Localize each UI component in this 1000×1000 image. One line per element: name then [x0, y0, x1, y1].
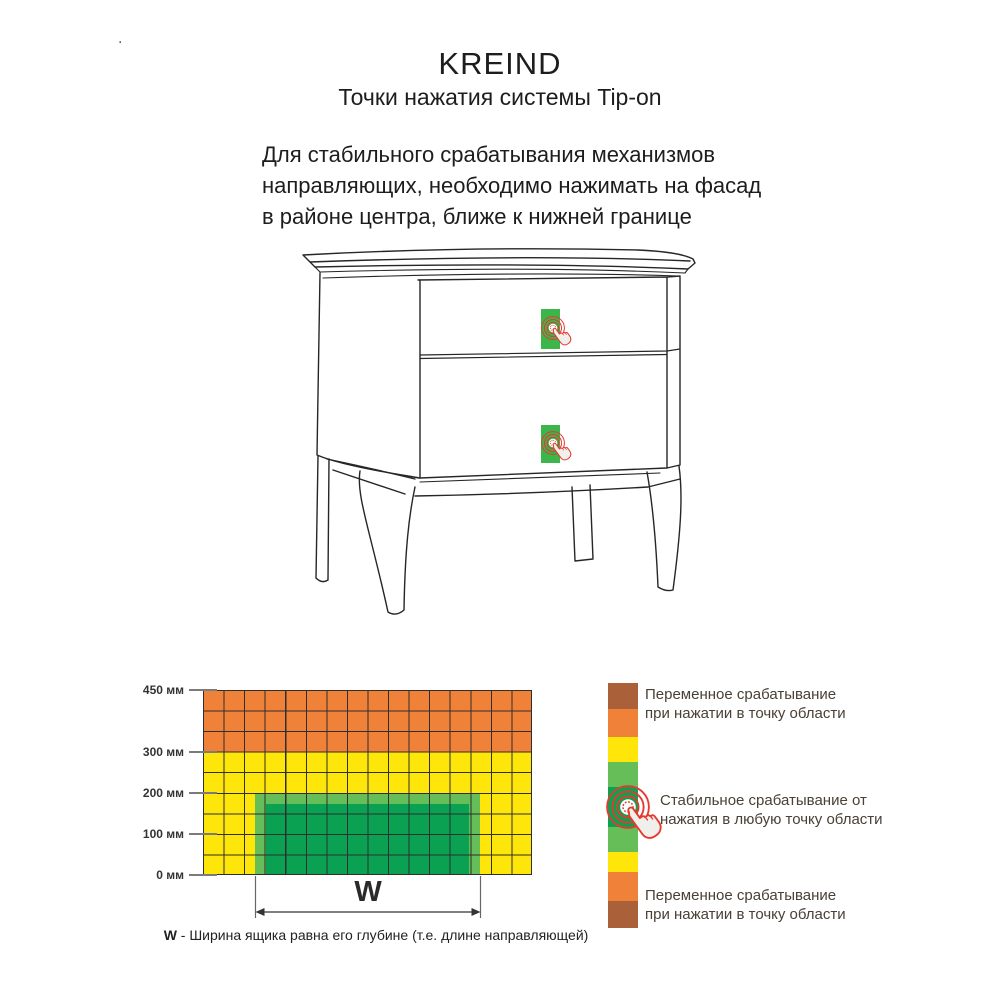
axis-label-450: 450 мм	[142, 683, 184, 697]
legend-swatch-brown-top	[608, 683, 638, 709]
axis-tick	[189, 689, 217, 691]
press-zone-grid	[203, 690, 532, 875]
axis-label-300: 300 мм	[142, 745, 184, 759]
description	[262, 139, 761, 232]
legend-line: Переменное срабатывание	[645, 686, 837, 703]
diagram-caption	[150, 927, 602, 943]
grid-lines	[203, 690, 532, 875]
legend-line: Переменное срабатывание	[645, 887, 837, 904]
axis-tick	[189, 874, 217, 876]
legend-item-stable	[660, 791, 883, 829]
brand-title: KREIND	[438, 46, 562, 81]
caption-term: W	[163, 927, 177, 943]
axis-label-200: 200 мм	[142, 786, 184, 800]
description-line: направляющих, необходимо нажимать на фасад	[262, 173, 762, 198]
axis-label-100: 100 мм	[142, 827, 184, 841]
caption-text: - Ширина ящика равна его глубине (т.е. длине направляющей)	[176, 927, 589, 943]
legend-line: при нажатии в точку области	[645, 906, 846, 923]
description-line: в районе центра, ближе к нижней границе	[262, 204, 692, 229]
legend-item-variable-top	[645, 685, 846, 723]
cabinet-line-art	[303, 249, 695, 614]
legend-line: при нажатии в точку области	[645, 705, 846, 722]
axis-tick	[189, 792, 217, 794]
page-title: Точки нажатия системы Tip-on	[338, 84, 662, 110]
nightstand-illustration	[230, 242, 700, 627]
axis-tick	[189, 751, 217, 753]
stray-mark: .	[118, 30, 123, 47]
legend-line: Стабильное срабатывание от	[660, 792, 867, 809]
width-label: W	[354, 876, 382, 908]
description-line: Для стабильного срабатывания механизмов	[262, 142, 716, 167]
press-point-top-drawer	[541, 309, 573, 349]
axis-tick	[189, 833, 217, 835]
legend-swatch-brown-bottom	[608, 901, 638, 928]
legend-swatch-orange-top	[608, 709, 638, 737]
legend-line: нажатия в любую точку области	[660, 811, 883, 828]
press-point-bottom-drawer	[541, 425, 573, 463]
axis-label-0: 0 мм	[156, 868, 184, 882]
legend-item-variable-bottom	[645, 886, 846, 924]
